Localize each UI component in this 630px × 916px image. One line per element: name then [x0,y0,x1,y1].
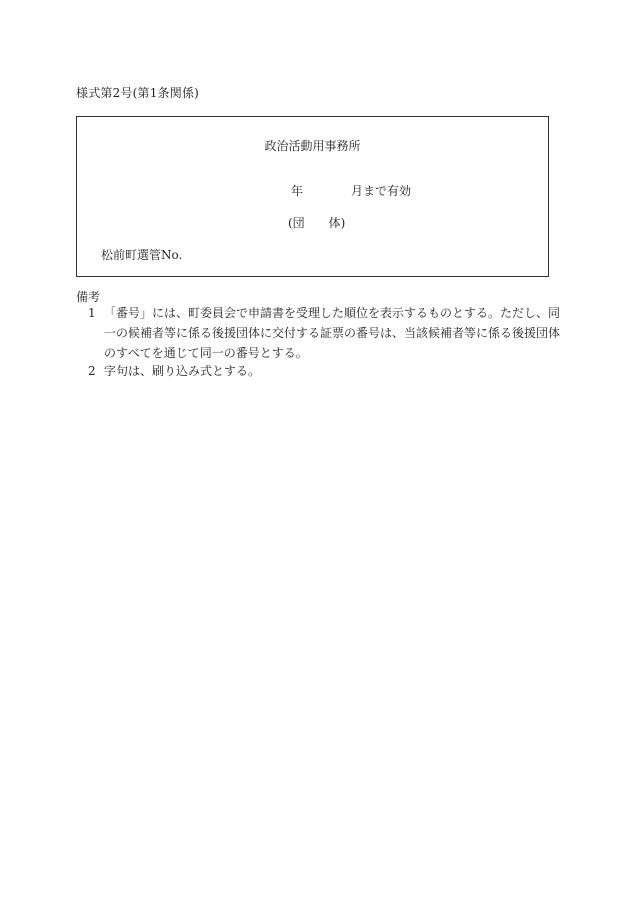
group-name-label: (団 体) [288,216,346,230]
note-number: 1 [88,306,96,320]
note-text: 「番号」には、町委員会で申請書を受理した順位を表示するものとする。ただし、同一の候補者等に係る後援団体に交付する証票の番号は、当該候補者等に係る後援団体のすべてを通じて同一の番号とする。 [104,306,561,360]
certificate-title: 政治活動用事務所 [264,139,361,153]
note-number: 2 [88,364,96,378]
note-item [76,303,561,363]
certificate-form-box [76,116,549,277]
note-item [76,361,556,381]
validity-month-label: 月まで有効 [351,184,412,198]
validity-year-label: 年 [291,184,304,198]
note-text: 字句は、刷り込み式とする。 [104,364,261,378]
form-number-label: 様式第2号(第1条関係) [76,86,200,100]
notes-heading: 備考 [76,290,101,304]
registration-number-label: 松前町選管No. [101,248,183,262]
